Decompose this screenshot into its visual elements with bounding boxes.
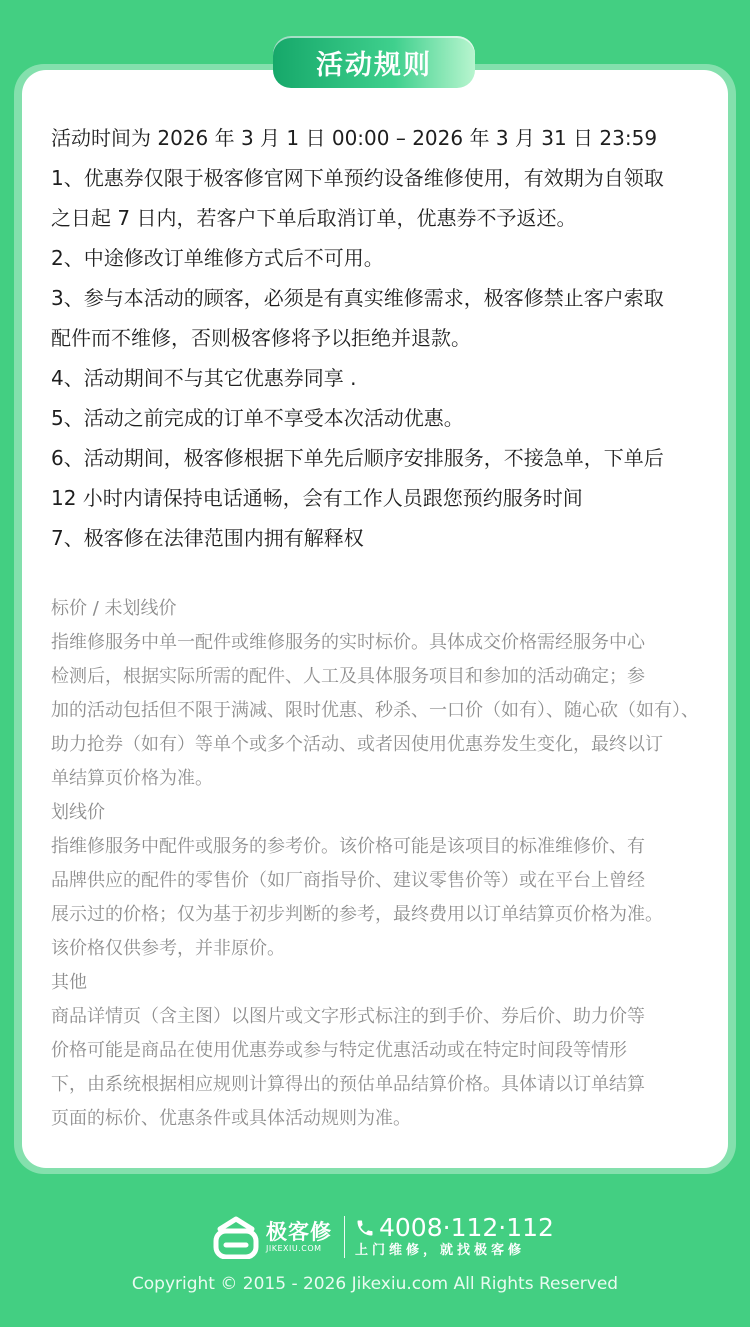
rule-line: 1、优惠券仅限于极客修官网下单预约设备维修使用，有效期为自领取 bbox=[51, 166, 664, 190]
note-line: 划线价 bbox=[51, 802, 105, 823]
slogan: 上门维修，就找极客修 bbox=[355, 1243, 526, 1258]
note-line: 标价 / 未划线价 bbox=[51, 598, 177, 619]
rule-line: 12 小时内请保持电话通畅，会有工作人员跟您预约服务时间 bbox=[51, 486, 583, 510]
rule-line: 2、中途修改订单维修方式后不可用。 bbox=[51, 246, 384, 270]
note-line: 页面的标价、优惠条件或具体活动规则为准。 bbox=[51, 1108, 411, 1129]
note-line: 指维修服务中配件或服务的参考价。该价格可能是该项目的标准维修价、有 bbox=[51, 836, 645, 857]
note-line: 指维修服务中单一配件或维修服务的实时标价。具体成交价格需经服务中心 bbox=[51, 632, 645, 653]
note-line: 助力抢券（如有）等单个或多个活动、或者因使用优惠券发生变化，最终以订 bbox=[51, 734, 663, 755]
contact-info bbox=[355, 1214, 554, 1260]
rule-line: 4、活动期间不与其它优惠券同享 . bbox=[51, 366, 357, 390]
rule-line: 配件而不维修，否则极客修将予以拒绝并退款。 bbox=[51, 326, 471, 350]
footer-brand bbox=[212, 1213, 554, 1261]
page-title-text: 活动规则 bbox=[316, 49, 432, 81]
rule-line: 5、活动之前完成的订单不享受本次活动优惠。 bbox=[51, 406, 464, 430]
phone-row[interactable] bbox=[355, 1214, 554, 1242]
note-line: 商品详情页（含主图）以图片或文字形式标注的到手价、券后价、助力价等 bbox=[51, 1006, 645, 1027]
rule-line: 7、极客修在法律范围内拥有解释权 bbox=[51, 526, 364, 550]
phone-icon bbox=[355, 1218, 375, 1238]
note-line: 检测后，根据实际所需的配件、人工及具体服务项目和参加的活动确定；参 bbox=[51, 666, 645, 687]
jikexiu-logo-icon bbox=[212, 1215, 260, 1259]
rule-line: 活动时间为 2026 年 3 月 1 日 00:00 – 2026 年 3 月 31 日 23:59 bbox=[51, 126, 658, 150]
page-title bbox=[273, 36, 475, 88]
note-line: 单结算页价格为准。 bbox=[51, 768, 213, 789]
note-line: 该价格仅供参考，并非原价。 bbox=[51, 938, 285, 959]
note-line: 加的活动包括但不限于满减、限时优惠、秒杀、一口价（如有）、随心砍（如有）、 bbox=[51, 700, 699, 721]
rule-line: 之日起 7 日内，若客户下单后取消订单，优惠券不予返还。 bbox=[51, 206, 577, 230]
note-line: 价格可能是商品在使用优惠券或参与特定优惠活动或在特定时间段等情形 bbox=[51, 1040, 627, 1061]
brand-domain: JIKEXIU.COM bbox=[266, 1244, 322, 1253]
copyright: Copyright © 2015 - 2026 Jikexiu.com All Rights Reserved bbox=[131, 1274, 619, 1294]
rule-line: 3、参与本活动的顾客，必须是有真实维修需求，极客修禁止客户索取 bbox=[51, 286, 664, 310]
note-line: 展示过的价格；仅为基于初步判断的参考，最终费用以订单结算页价格为准。 bbox=[51, 904, 663, 925]
note-line: 下，由系统根据相应规则计算得出的预估单品结算价格。具体请以订单结算 bbox=[51, 1074, 645, 1095]
phone-number: 4008·112·112 bbox=[379, 1213, 554, 1242]
footer-divider bbox=[344, 1216, 345, 1258]
rule-line: 6、活动期间，极客修根据下单先后顺序安排服务，不接急单，下单后 bbox=[51, 446, 664, 470]
note-line: 其他 bbox=[51, 972, 87, 993]
rules-list bbox=[51, 118, 711, 558]
brand-name: 极客修 bbox=[266, 1220, 332, 1244]
logo-text bbox=[266, 1220, 332, 1254]
price-notes bbox=[51, 592, 711, 1136]
note-line: 品牌供应的配件的零售价（如厂商指导价、建议零售价等）或在平台上曾经 bbox=[51, 870, 645, 891]
